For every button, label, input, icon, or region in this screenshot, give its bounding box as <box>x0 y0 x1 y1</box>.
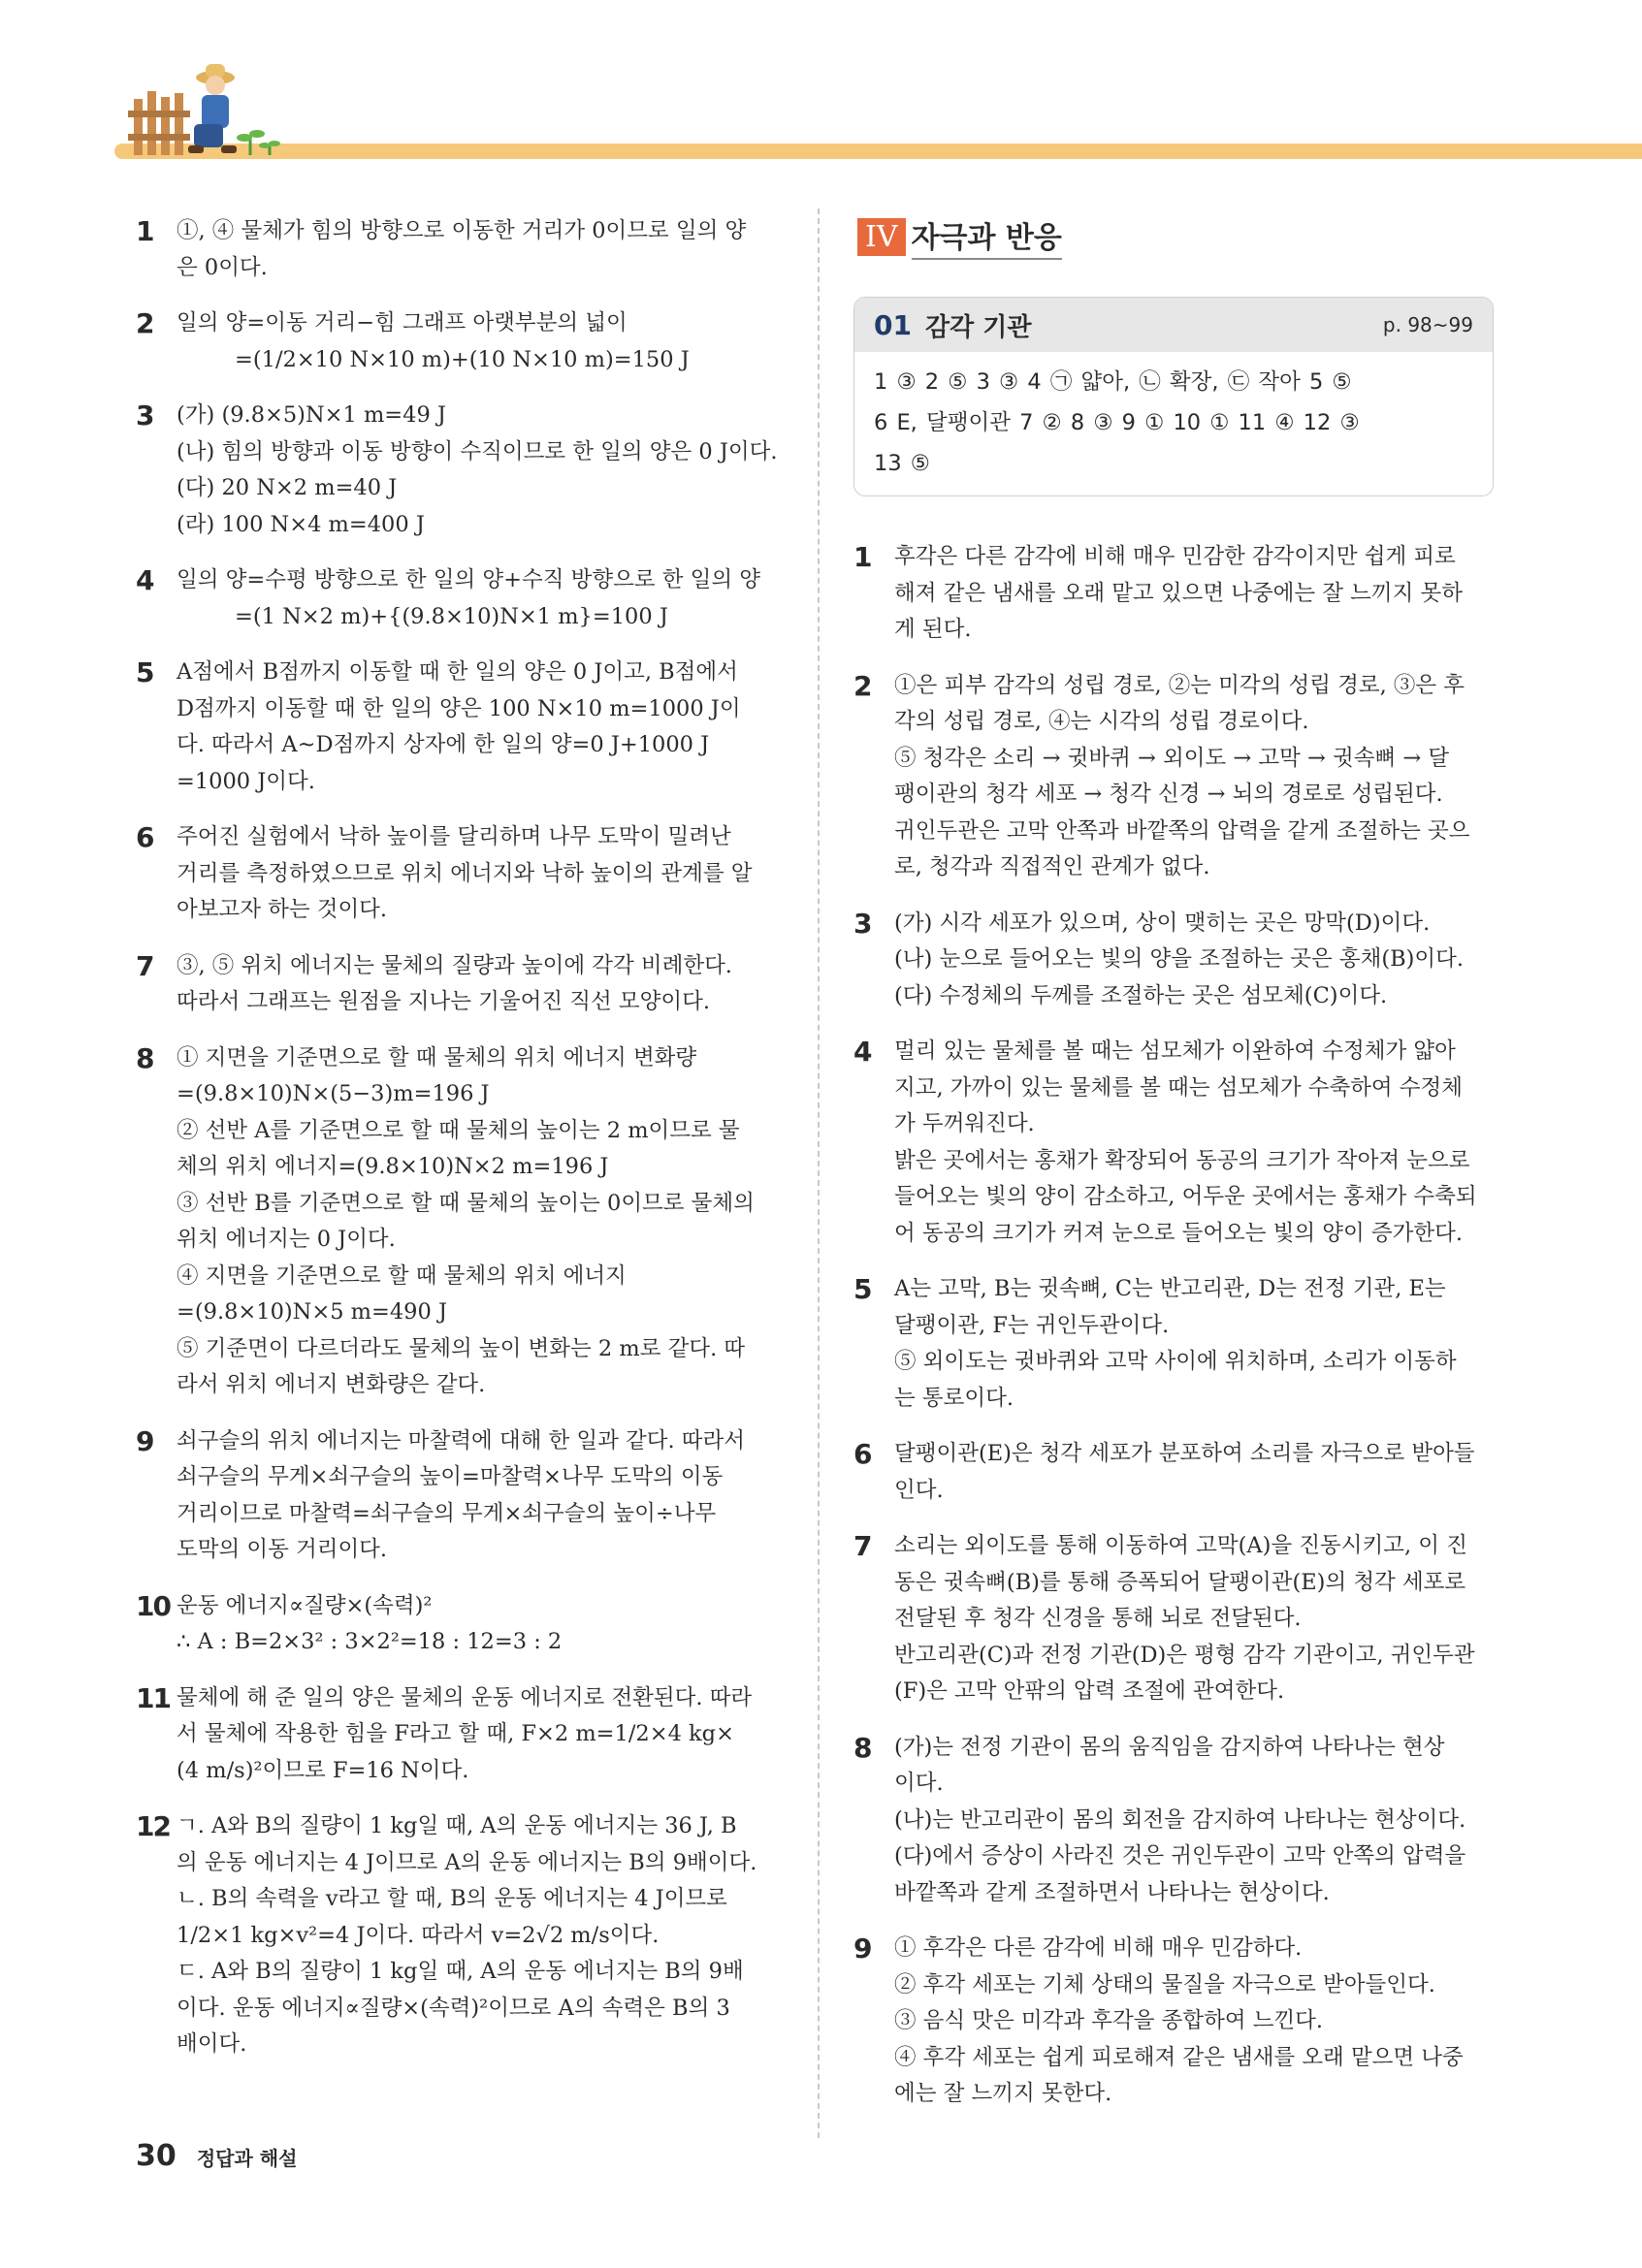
left-column <box>136 213 776 2083</box>
explanation-item <box>853 906 1494 1015</box>
explanation-line: (다)에서 증상이 사라진 것은 귀인두관이 고막 안쪽의 압력을 <box>894 1843 1466 1869</box>
explanation-line: =(1/2×10 N×10 m)+(10 N×10 m)=150 J <box>235 346 690 372</box>
explanation-line: 이다. 운동 에너지∝질량×(속력)²이므로 A의 속력은 B의 3 <box>177 1995 730 2021</box>
page-footer <box>136 2139 297 2173</box>
unit-roman-numeral: IV <box>857 218 906 256</box>
explanation-line: A점에서 B점까지 이동할 때 한 일의 양은 0 J이고, B점에서 <box>177 659 738 685</box>
explanation-line: ① 지면을 기준면으로 할 때 물체의 위치 에너지 변화량 <box>177 1044 697 1070</box>
explanation-line: ㄷ. A와 B의 질량이 1 kg일 때, A의 운동 에너지는 B의 9배 <box>177 1959 744 1984</box>
explanation-line: 따라서 그래프는 원점을 지나는 기울어진 직선 모양이다. <box>177 989 710 1014</box>
explanation-line: 1/2×1 kg×v²=4 J이다. 따라서 v=2√2 m/s이다. <box>177 1922 660 1948</box>
explanation-item <box>853 1931 1494 2113</box>
page-reference: p. 98~99 <box>1382 313 1473 336</box>
explanation-line: (다) 20 N×2 m=40 J <box>177 475 398 500</box>
explanation-item <box>853 1034 1494 1252</box>
explanation-item <box>853 1436 1494 1509</box>
question-number: 4 <box>136 564 155 596</box>
unit-title: 자극과 반응 <box>912 213 1062 260</box>
explanation-line: ③ 음식 맛은 미각과 후각을 종합하여 느낀다. <box>894 2008 1324 2033</box>
explanation-line: 이다. <box>894 1771 944 1796</box>
explanation-item <box>853 1528 1494 1710</box>
explanation-line: 에는 잘 느끼지 못한다. <box>894 2081 1112 2106</box>
explanation-line: 위치 에너지는 0 J이다. <box>177 1227 396 1252</box>
explanation-line: 의 운동 에너지는 4 J이므로 A의 운동 에너지는 B의 9배이다. <box>177 1849 757 1875</box>
explanation-line: 주어진 실험에서 낙하 높이를 달리하며 나무 도막이 밀려난 <box>177 824 731 849</box>
right-explanations <box>853 539 1494 2113</box>
explanation-line: ⑤ 기준면이 다르더라도 물체의 높이 변화는 2 m로 같다. 따 <box>177 1335 746 1361</box>
explanation-line: 아보고자 하는 것이다. <box>177 897 388 922</box>
explanation-line: 동은 귓속뼈(B)를 통해 증폭되어 달팽이관(E)의 청각 세포로 <box>894 1569 1466 1595</box>
explanation-item <box>853 668 1494 886</box>
right-column <box>853 213 1494 2132</box>
explanation-line: =(9.8×10)N×5 m=490 J <box>177 1299 447 1325</box>
explanation-item <box>136 213 776 286</box>
question-number: 6 <box>853 1438 873 1470</box>
explanation-line: 도막의 이동 거리이다. <box>177 1537 388 1562</box>
explanation-line: 거리이므로 마찰력=쇠구슬의 무게×쇠구슬의 높이÷나무 <box>177 1500 717 1526</box>
footer-label: 정답과 해설 <box>196 2147 298 2170</box>
question-number: 10 <box>136 1589 170 1622</box>
explanation-line: 귀인두관은 고막 안쪽과 바깥쪽의 압력을 같게 조절하는 곳으 <box>894 817 1470 844</box>
question-number: 1 <box>853 541 873 573</box>
answer-key <box>854 352 1493 495</box>
explanation-line: 일의 양=이동 거리−힘 그래프 아랫부분의 넓이 <box>177 310 628 335</box>
explanation-line: 체의 위치 에너지=(9.8×10)N×2 m=196 J <box>177 1154 609 1179</box>
explanation-item <box>136 655 776 800</box>
explanation-line: 달팽이관, F는 귀인두관이다. <box>894 1312 1170 1338</box>
explanation-item <box>136 562 776 635</box>
question-number: 2 <box>853 669 873 702</box>
explanation-line: A는 고막, B는 귓속뼈, C는 반고리관, D는 전정 기관, E는 <box>894 1276 1446 1301</box>
question-number: 7 <box>136 949 155 982</box>
question-number: 3 <box>136 399 155 431</box>
question-number: 9 <box>136 1424 155 1457</box>
question-number: 3 <box>853 907 873 940</box>
unit-header <box>857 213 1494 260</box>
explanation-item <box>136 819 776 929</box>
explanation-line: ①은 피부 감각의 성립 경로, ②는 미각의 성립 경로, ③은 후 <box>894 672 1465 698</box>
page-number: 30 <box>136 2139 177 2173</box>
explanation-line: 밝은 곳에서는 홍채가 확장되어 동공의 크기가 작아져 눈으로 <box>894 1147 1470 1173</box>
explanation-line: 로, 청각과 직접적인 관계가 없다. <box>894 854 1210 879</box>
section-title: 감각 기관 <box>924 312 1032 342</box>
explanation-line: (나) 힘의 방향과 이동 방향이 수직이므로 한 일의 양은 0 J이다. <box>177 438 778 464</box>
explanation-line: ③, ⑤ 위치 에너지는 물체의 질량과 높이에 각각 비례한다. <box>177 952 732 978</box>
explanation-line: (나) 눈으로 들어오는 빛의 양을 조절하는 곳은 홍채(B)이다. <box>894 946 1465 972</box>
question-number: 1 <box>136 215 155 247</box>
explanation-line: 거리를 측정하였으므로 위치 에너지와 낙하 높이의 관계를 알 <box>177 860 753 886</box>
header-band <box>114 144 1642 159</box>
explanation-line: 쇠구슬의 무게×쇠구슬의 높이=마찰력×나무 도막의 이동 <box>177 1464 724 1489</box>
question-number: 5 <box>853 1273 873 1305</box>
explanation-line: 각의 성립 경로, ④는 시각의 성립 경로이다. <box>894 709 1309 734</box>
explanation-line: 은 0이다. <box>177 254 268 280</box>
explanation-line: 가 두꺼워진다. <box>894 1111 1035 1136</box>
explanation-line: 라서 위치 에너지 변화량은 같다. <box>177 1372 486 1397</box>
explanation-item <box>136 1680 776 1790</box>
explanation-line: ⑤ 외이도는 귓바퀴와 고막 사이에 위치하며, 소리가 이동하 <box>894 1349 1457 1374</box>
question-number: 5 <box>136 656 155 688</box>
explanation-line: ② 선반 A를 기준면으로 할 때 물체의 높이는 2 m이므로 물 <box>177 1117 740 1143</box>
answer-box-header <box>854 298 1493 352</box>
answer-box <box>853 297 1494 496</box>
explanation-item <box>136 305 776 378</box>
explanation-item <box>853 539 1494 649</box>
explanation-line: 배이다. <box>177 2031 247 2057</box>
question-number: 2 <box>136 307 155 339</box>
explanation-line: 들어오는 빛의 양이 감소하고, 어두운 곳에서는 홍채가 수축되 <box>894 1184 1477 1209</box>
explanation-line: 다. 따라서 A~D점까지 상자에 한 일의 양=0 J+1000 J <box>177 732 710 757</box>
question-number: 8 <box>136 1041 155 1074</box>
explanation-line: D점까지 이동할 때 한 일의 양은 100 N×10 m=1000 J이 <box>177 695 741 721</box>
explanation-line: ㄴ. B의 속력을 v라고 할 때, B의 운동 에너지는 4 J이므로 <box>177 1886 727 1911</box>
explanation-line: (가) (9.8×5)N×1 m=49 J <box>177 402 446 428</box>
question-number: 7 <box>853 1530 873 1562</box>
explanation-item <box>853 1271 1494 1417</box>
explanation-line: 지고, 가까이 있는 물체를 볼 때는 섬모체가 수축하여 수정체 <box>894 1074 1464 1101</box>
explanation-line: 후각은 다른 감각에 비해 매우 민감한 감각이지만 쉽게 피로 <box>894 544 1456 569</box>
explanation-line: 소리는 외이도를 통해 이동하여 고막(A)을 진동시키고, 이 진 <box>894 1533 1467 1558</box>
gardener-icon <box>188 64 237 153</box>
explanation-line: 해져 같은 냄새를 오래 맡고 있으면 나중에는 잘 느끼지 못하 <box>894 580 1464 606</box>
question-number: 4 <box>853 1036 873 1068</box>
explanation-line: ① 후각은 다른 감각에 비해 매우 민감하다. <box>894 1935 1303 1961</box>
explanation-line: 인다. <box>894 1477 944 1503</box>
question-number: 12 <box>136 1810 170 1842</box>
question-number: 6 <box>136 821 155 853</box>
explanation-line: ①, ④ 물체가 힘의 방향으로 이동한 거리가 0이므로 일의 양 <box>177 218 747 243</box>
explanation-line: (가)는 전정 기관이 몸의 움직임을 감지하여 나타나는 현상 <box>894 1734 1445 1760</box>
question-number: 8 <box>853 1731 873 1764</box>
explanation-item <box>853 1730 1494 1912</box>
explanation-line: 어 동공의 크기가 커져 눈으로 들어오는 빛의 양이 증가한다. <box>894 1220 1464 1246</box>
explanation-item <box>136 1040 776 1404</box>
explanation-line: 전달된 후 청각 신경을 통해 뇌로 전달된다. <box>894 1606 1302 1631</box>
explanation-line: (다) 수정체의 두께를 조절하는 곳은 섬모체(C)이다. <box>894 982 1388 1008</box>
explanation-line: ④ 지면을 기준면으로 할 때 물체의 위치 에너지 <box>177 1262 627 1289</box>
gardener-illustration <box>126 56 281 161</box>
explanation-line: ③ 선반 B를 기준면으로 할 때 물체의 높이는 0이므로 물체의 <box>177 1190 755 1216</box>
explanation-line: 바깥쪽과 같게 조절하면서 나타나는 현상이다. <box>894 1879 1330 1905</box>
explanation-line: 팽이관의 청각 세포 → 청각 신경 → 뇌의 경로로 성립된다. <box>894 782 1443 807</box>
answer-line: 13 ⑤ <box>874 451 930 476</box>
explanation-item <box>136 1423 776 1569</box>
explanation-line: 운동 에너지∝질량×(속력)² <box>177 1592 433 1618</box>
column-divider <box>818 208 820 2138</box>
explanation-line: 멀리 있는 물체를 볼 때는 섬모체가 이완하여 수정체가 얇아 <box>894 1038 1456 1064</box>
explanation-line: ㄱ. A와 B의 질량이 1 kg일 때, A의 운동 에너지는 36 J, B <box>177 1813 737 1838</box>
explanation-line: ⑤ 청각은 소리 → 귓바퀴 → 외이도 → 고막 → 귓속뼈 → 달 <box>894 745 1450 771</box>
explanation-line: (라) 100 N×4 m=400 J <box>177 511 425 537</box>
explanation-line: 쇠구슬의 위치 에너지는 마찰력에 대해 한 일과 같다. 따라서 <box>177 1427 746 1453</box>
explanation-item <box>136 1588 776 1661</box>
explanation-line: ④ 후각 세포는 쉽게 피로해져 같은 냄새를 오래 맡으면 나중 <box>894 2044 1464 2070</box>
question-number: 9 <box>853 1933 873 1965</box>
question-number: 11 <box>136 1681 170 1714</box>
explanation-line: 게 된다. <box>894 617 972 642</box>
answer-line: 6 E, 달팽이관 7 ② 8 ③ 9 ① 10 ① 11 ④ 12 ③ <box>874 410 1360 435</box>
explanation-line: 는 통로이다. <box>894 1385 1014 1411</box>
explanation-line: =(9.8×10)N×(5−3)m=196 J <box>177 1081 490 1106</box>
explanation-line: 물체에 해 준 일의 양은 물체의 운동 에너지로 전환된다. 따라 <box>177 1684 753 1710</box>
explanation-item <box>136 948 776 1021</box>
sprout-icon <box>237 130 280 155</box>
explanation-line: 서 물체에 작용한 힘을 F라고 할 때, F×2 m=1/2×4 kg× <box>177 1721 734 1746</box>
explanation-line: 일의 양=수평 방향으로 한 일의 양+수직 방향으로 한 일의 양 <box>177 567 760 592</box>
explanation-line: =1000 J이다. <box>177 768 315 794</box>
explanation-item <box>136 1808 776 2063</box>
explanation-line: (4 m/s)²이므로 F=16 N이다. <box>177 1757 469 1783</box>
explanation-line: ② 후각 세포는 기체 상태의 물질을 자극으로 받아들인다. <box>894 1971 1435 1997</box>
explanation-line: (F)은 고막 안팎의 압력 조절에 관여한다. <box>894 1678 1285 1704</box>
explanation-line: (가) 시각 세포가 있으며, 상이 맺히는 곳은 망막(D)이다. <box>894 910 1431 936</box>
explanation-line: 반고리관(C)과 전정 기관(D)은 평형 감각 기관이고, 귀인두관 <box>894 1642 1475 1668</box>
answer-line: 1 ③ 2 ⑤ 3 ③ 4 ㉠ 얇아, ㉡ 확장, ㉢ 작아 5 ⑤ <box>874 369 1352 395</box>
section-number: 01 <box>874 308 912 341</box>
explanation-line: ∴ A : B=2×3² : 3×2²=18 : 12=3 : 2 <box>177 1629 563 1654</box>
fence-icon <box>128 91 190 155</box>
explanation-line: (나)는 반고리관이 몸의 회전을 감지하여 나타나는 현상이다. <box>894 1806 1466 1833</box>
explanation-line: =(1 N×2 m)+{(9.8×10)N×1 m}=100 J <box>235 603 668 629</box>
explanation-line: 달팽이관(E)은 청각 세포가 분포하여 소리를 자극으로 받아들 <box>894 1441 1475 1466</box>
explanation-item <box>136 398 776 543</box>
